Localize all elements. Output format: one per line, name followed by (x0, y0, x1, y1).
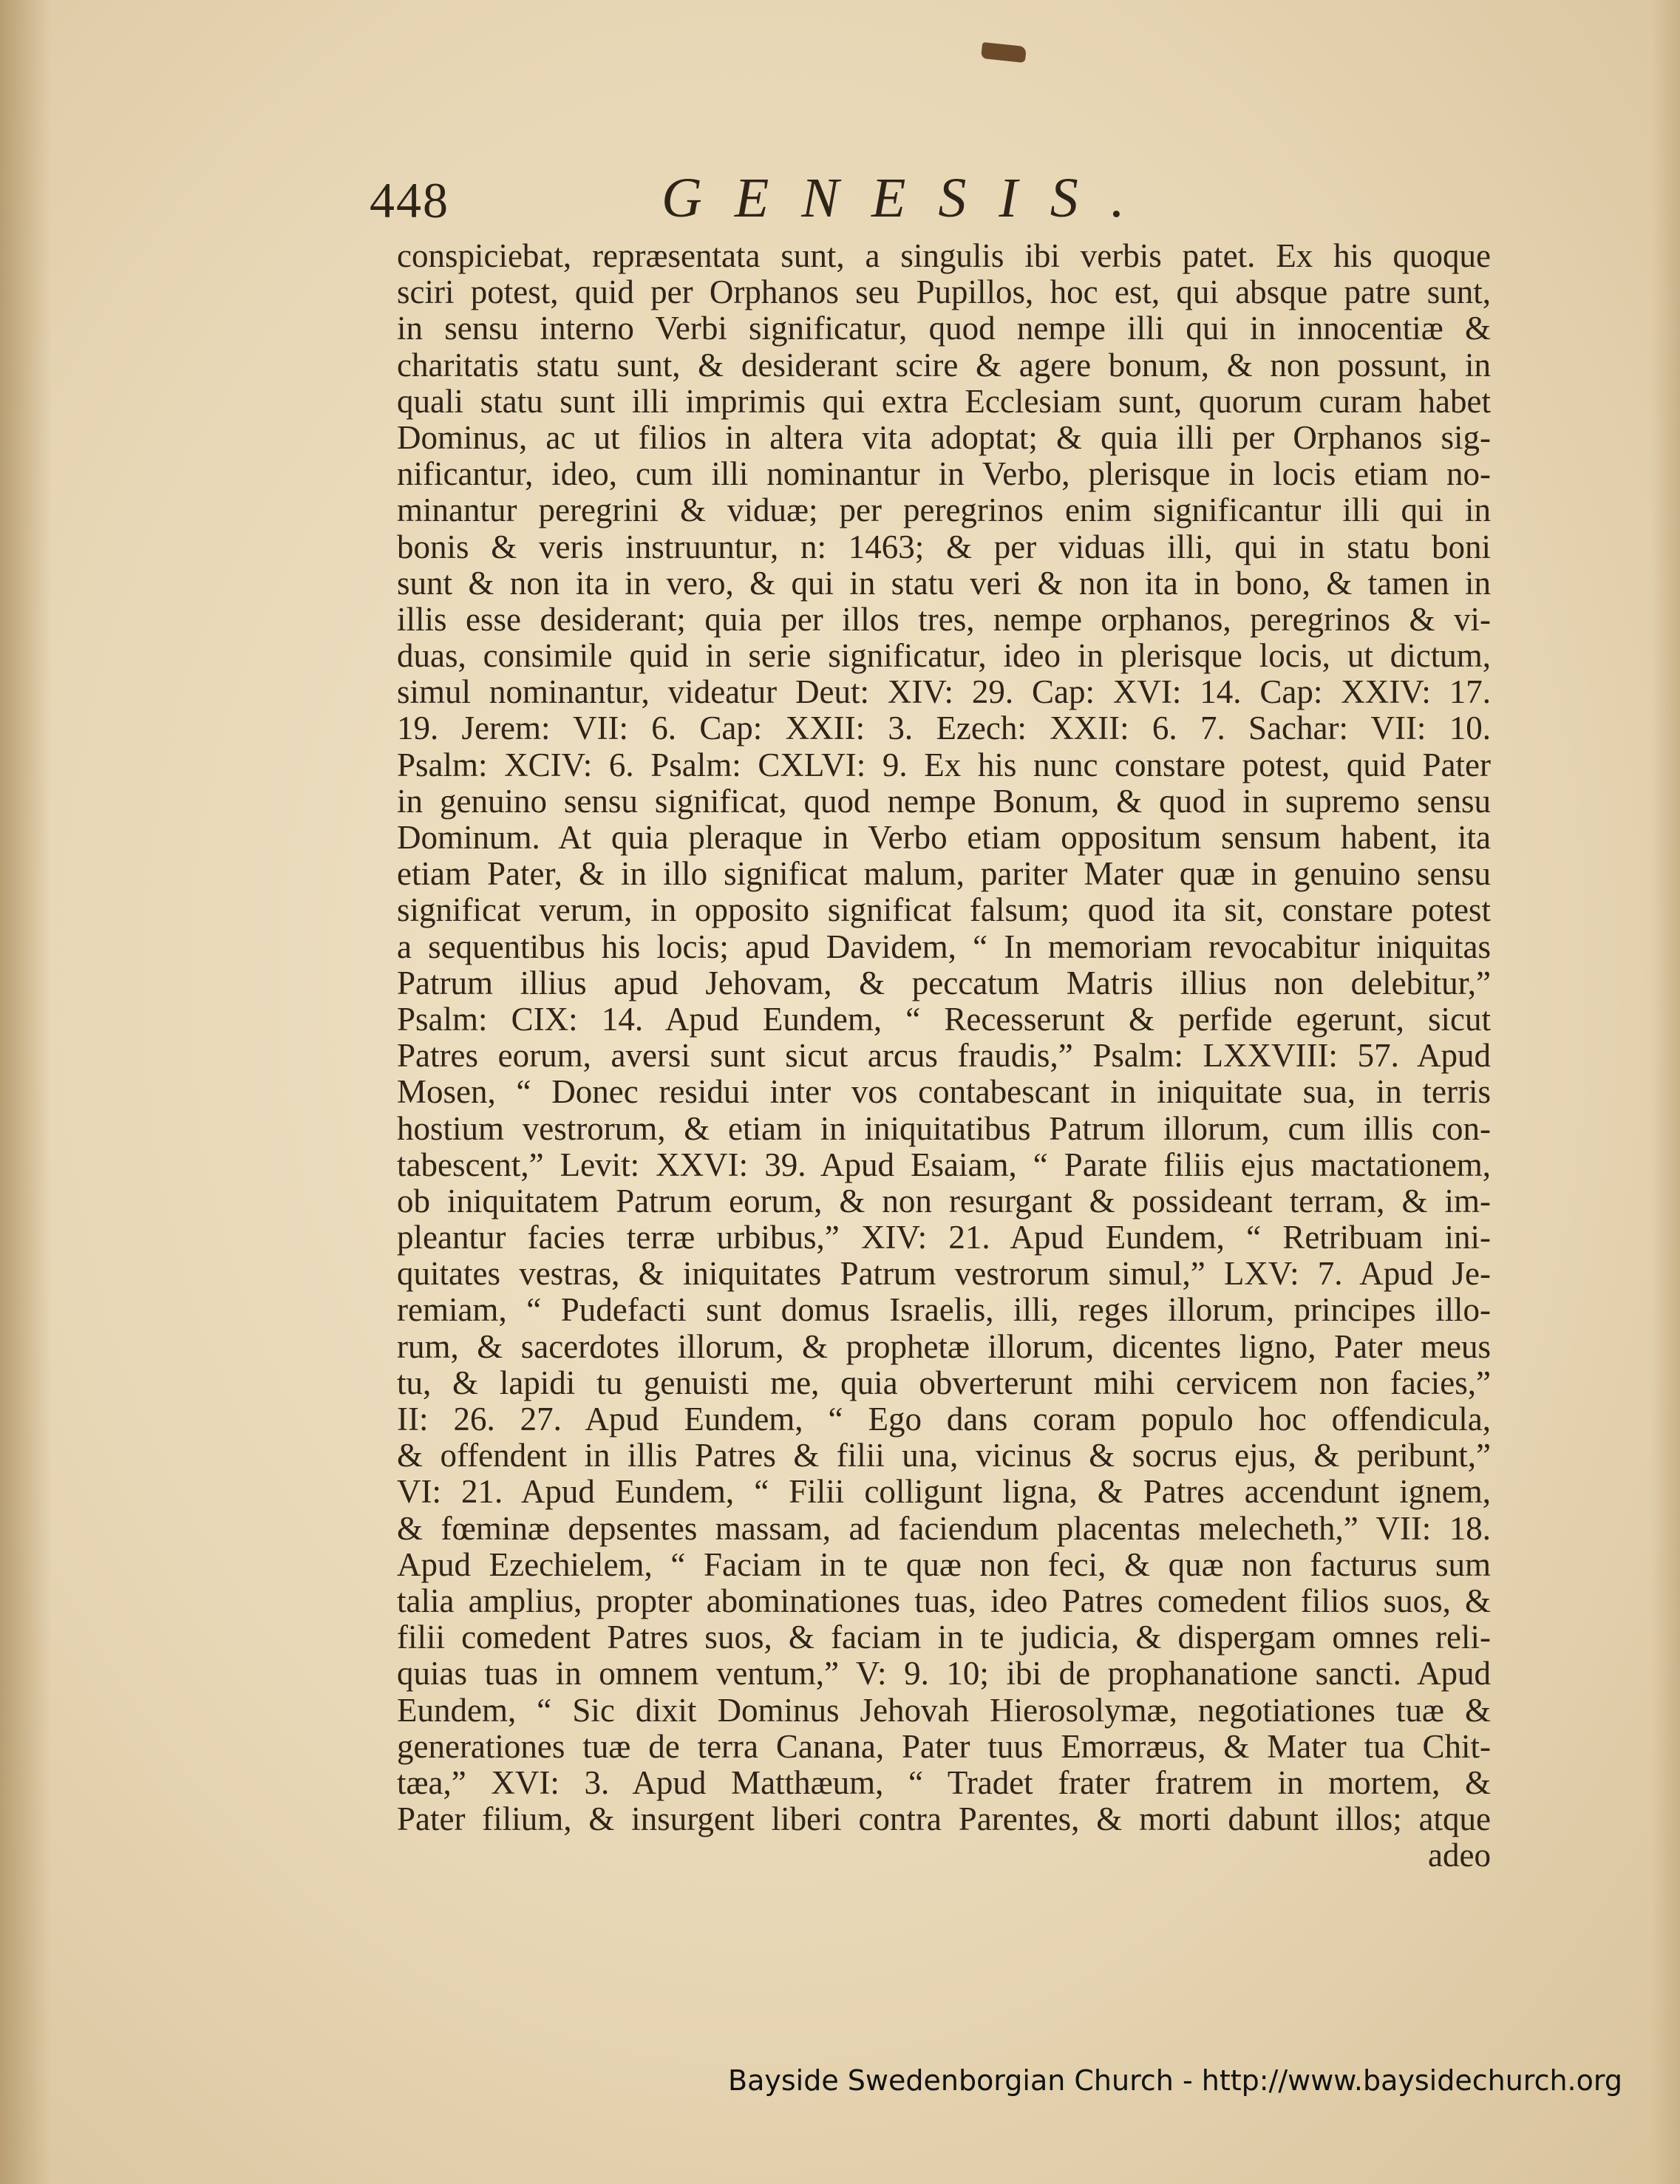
text-line: Dominus, ac ut filios in altera vita adoptat; & quia illi per Orphanos sig- (397, 418, 1491, 456)
text-line: II: 26. 27. Apud Eundem, “ Ego dans coram populo hoc offendicula, (397, 1401, 1491, 1438)
text-line: Eundem, “ Sic dixit Dominus Jehovah Hierosolymæ, negotiationes tuæ & (397, 1691, 1491, 1729)
text-line: sunt & non ita in vero, & qui in statu veri & non ita in bono, & tamen in (397, 564, 1491, 602)
text-line: tabescent,” Levit: XXVI: 39. Apud Esaiam, “ Parate filiis ejus mactationem, (397, 1146, 1491, 1183)
text-line: filii comedent Patres suos, & faciam in te judicia, & dispergam omnes reli- (397, 1619, 1491, 1656)
text-line: pleantur facies terræ urbibus,” XIV: 21. Apud Eundem, “ Retribuam ini- (397, 1219, 1491, 1256)
text-line: duas, consimile quid in serie significatur, ideo in plerisque locis, ut dictum, (397, 637, 1491, 675)
text-line: nificantur, ideo, cum illi nominantur in Verbo, plerisque in locis etiam no- (397, 455, 1491, 493)
text-line: Patres eorum, aversi sunt sicut arcus fraudis,” Psalm: LXXVIII: 57. Apud (397, 1037, 1491, 1075)
text-line: & offendent in illis Patres & filii una, vicinus & socrus ejus, & peribunt,” (397, 1437, 1491, 1474)
text-line: a sequentibus his locis; apud Davidem, “ In memoriam revocabitur iniquitas (397, 928, 1491, 965)
text-line: & fœminæ depsentes massam, ad faciendum placentas melecheth,” VII: 18. (397, 1509, 1491, 1547)
text-line: significat verum, in opposito significat falsum; quod ita sit, constare potest (397, 891, 1491, 929)
text-line: Dominum. At quia pleraque in Verbo etiam oppositum sensum habent, ita (397, 819, 1491, 856)
text-line: 19. Jerem: VII: 6. Cap: XXII: 3. Ezech: XXII: 6. 7. Sachar: VII: 10. (397, 710, 1491, 747)
text-line: etiam Pater, & in illo significat malum, pariter Mater quæ in genuino sensu (397, 855, 1491, 893)
text-line: remiam, “ Pudefacti sunt domus Israelis, illi, reges illorum, principes illo- (397, 1291, 1491, 1329)
text-line: adeo (1428, 1837, 1491, 1874)
text-line: Psalm: XCIV: 6. Psalm: CXLVI: 9. Ex his nunc constare potest, quid Pater (397, 746, 1491, 783)
page-edge-shadow (1650, 0, 1680, 2184)
text-line: Pater filium, & insurgent liberi contra Parentes, & morti dabunt illos; atque (397, 1800, 1491, 1838)
text-line: conspiciebat, repræsentata sunt, a singulis ibi verbis patet. Ex his quoque (397, 237, 1491, 274)
text-line: bonis & veris instruuntur, n: 1463; & per viduas illi, qui in statu boni (397, 528, 1491, 565)
text-line: illis esse desiderant; quia per illos tres, nempe orphanos, peregrinos & vi- (397, 600, 1491, 638)
page-gutter-shadow (0, 0, 52, 2184)
text-line: Mosen, “ Donec residui inter vos contabescant in iniquitate sua, in terris (397, 1073, 1491, 1111)
page-number: 448 (370, 172, 449, 228)
paper-tab-mark (981, 42, 1027, 63)
text-line: in genuino sensu significat, quod nempe Bonum, & quod in supremo sensu (397, 782, 1491, 820)
text-line: charitatis statu sunt, & desiderant scire & agere bonum, & non possunt, in (397, 346, 1491, 384)
text-line: generationes tuæ de terra Canana, Pater tuus Emorræus, & Mater tua Chit- (397, 1727, 1491, 1765)
text-line: hostium vestrorum, & etiam in iniquitatibus Patrum illorum, cum illis con- (397, 1109, 1491, 1147)
running-title: GENESIS. (662, 167, 1157, 229)
text-line: Patrum illius apud Jehovam, & peccatum Matris illius non delebitur,” (397, 964, 1491, 1001)
text-line: talia amplius, propter abominationes tuas, ideo Patres comedent filios suos, & (397, 1582, 1491, 1619)
text-line: minantur peregrini & viduæ; per peregrinos enim significantur illi qui in (397, 491, 1491, 529)
text-line: tæa,” XVI: 3. Apud Matthæum, “ Tradet frater fratrem in mortem, & (397, 1763, 1491, 1801)
text-line: simul nominantur, videatur Deut: XIV: 29. Cap: XVI: 14. Cap: XXIV: 17. (397, 673, 1491, 711)
text-line: ob iniquitatem Patrum eorum, & non resurgant & possideant terram, & im- (397, 1182, 1491, 1219)
text-line: Apud Ezechielem, “ Faciam in te quæ non feci, & quæ non facturus sum (397, 1545, 1491, 1583)
credit-footer: Bayside Swedenborgian Church - http://www.baysidechurch.org (728, 2064, 1622, 2097)
text-line: VI: 21. Apud Eundem, “ Filii colligunt ligna, & Patres accendunt ignem, (397, 1473, 1491, 1511)
text-line: tu, & lapidi tu genuisti me, quia obverterunt mihi cervicem non facies,” (397, 1364, 1491, 1401)
text-line: rum, & sacerdotes illorum, & prophetæ illorum, dicentes ligno, Pater meus (397, 1327, 1491, 1365)
text-line: quitates vestras, & iniquitates Patrum vestrorum simul,” LXV: 7. Apud Je- (397, 1255, 1491, 1293)
text-line: quias tuas in omnem ventum,” V: 9. 10; ibi de prophanatione sancti. Apud (397, 1655, 1491, 1693)
text-line: in sensu interno Verbi significatur, quod nempe illi qui in innocentiæ & (397, 310, 1491, 347)
text-line: quali statu sunt illi imprimis qui extra Ecclesiam sunt, quorum curam habet (397, 382, 1491, 420)
text-line: sciri potest, quid per Orphanos seu Pupillos, hoc est, qui absque patre sunt, (397, 273, 1491, 311)
body-text (397, 238, 1491, 1874)
text-line: Psalm: CIX: 14. Apud Eundem, “ Recesserunt & perfide egerunt, sicut (397, 1000, 1491, 1038)
